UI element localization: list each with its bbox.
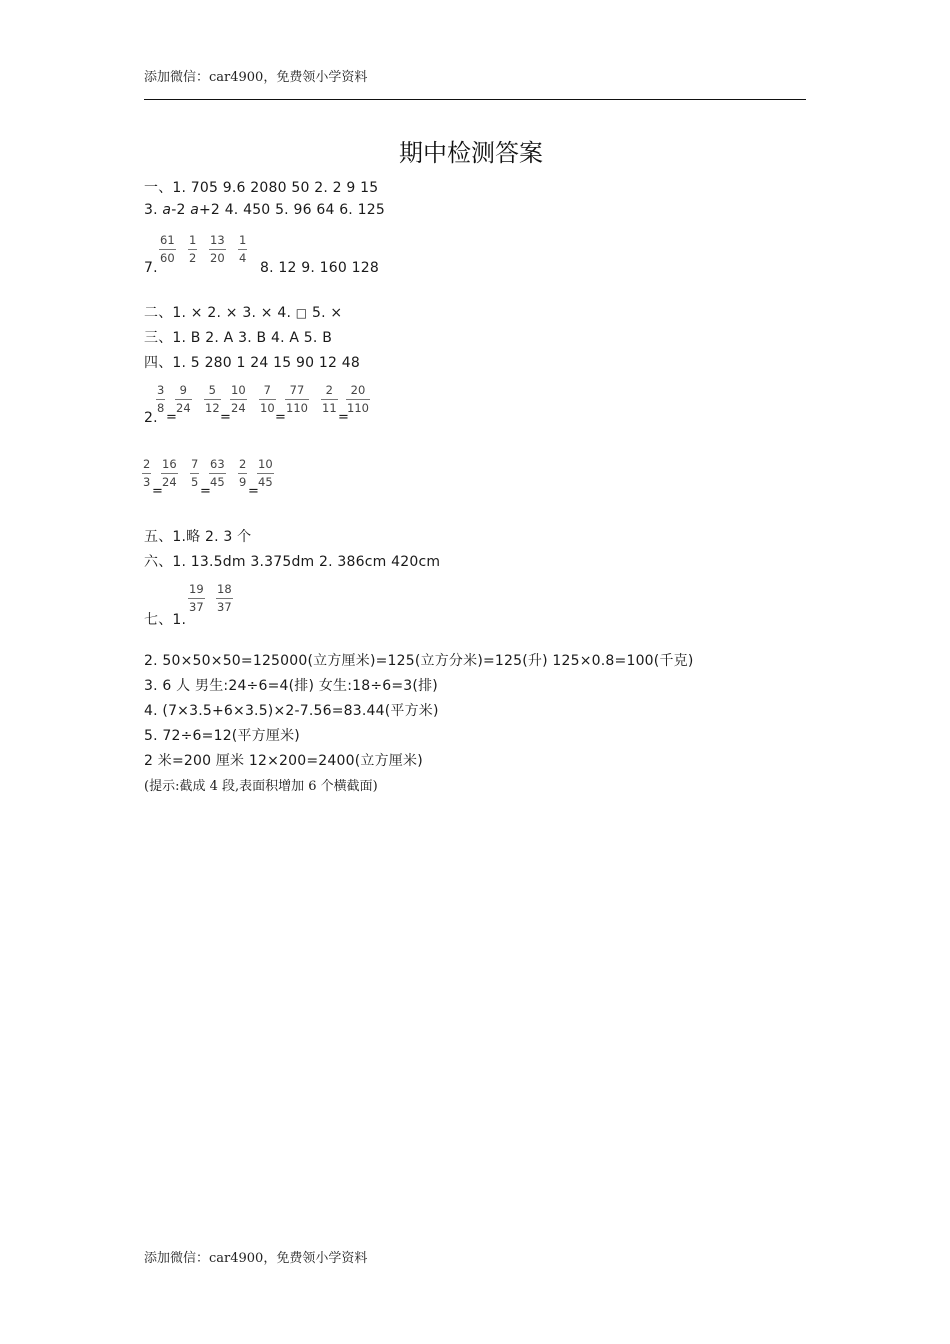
fraction [216, 582, 233, 614]
line2-post: +2 4. 450 5. 96 64 6. 125 [199, 202, 385, 218]
denominator: 24 [231, 401, 246, 415]
numerator: 77 [289, 383, 305, 397]
answer-line-4 [144, 302, 342, 322]
answer-line-12: 2. 50×50×50=125000(立方厘米)=125(立方分米)=125(升) 125×0.8=100(千克) [144, 653, 694, 669]
fraction [230, 383, 247, 415]
question-2-label: 2. [144, 410, 158, 426]
numerator: 16 [162, 457, 177, 471]
variable-a: a [190, 202, 199, 218]
line2-prefix: 3. [144, 202, 163, 218]
fraction [238, 457, 247, 489]
numerator: 19 [189, 582, 204, 596]
fraction [204, 383, 221, 415]
numerator: 10 [231, 383, 246, 397]
answer-line-3: 8. 12 9. 160 128 [260, 260, 379, 276]
equals-sign: = [152, 484, 163, 499]
numerator: 63 [210, 457, 225, 471]
denominator: 12 [205, 401, 220, 415]
denominator: 60 [160, 251, 175, 265]
answer-line-1: 一、1. 705 9.6 2080 50 2. 2 9 15 [144, 180, 379, 196]
numerator: 61 [160, 233, 175, 247]
denominator: 5 [191, 475, 199, 489]
denominator: 110 [286, 401, 308, 415]
volume-3: 2. 386cm [314, 554, 387, 570]
denominator: 45 [258, 475, 273, 489]
fraction [259, 383, 276, 415]
denominator: 20 [210, 251, 225, 265]
numerator: 18 [217, 582, 232, 596]
page-footer: 添加微信：car4900，免费领小学资料 [144, 1251, 368, 1266]
page-header: 添加微信：car4900，免费领小学资料 [144, 70, 368, 85]
fraction [285, 383, 309, 415]
fraction [161, 457, 178, 489]
fraction [188, 233, 197, 265]
denominator: 110 [347, 401, 369, 415]
numerator: 5 [208, 383, 216, 397]
variable-a: a [162, 202, 172, 218]
volume-4: 420cm [386, 554, 441, 570]
answer-line-2 [144, 202, 385, 218]
numerator: 3 [157, 383, 165, 397]
question-7-label: 7. [144, 260, 158, 276]
fraction [188, 582, 205, 614]
numerator: 20 [350, 383, 366, 397]
denominator: 9 [239, 475, 247, 489]
header-divider [144, 99, 806, 100]
answer-line-14: 4. (7×3.5+6×3.5)×2-7.56=83.44(平方米) [144, 703, 439, 719]
answer-line-11: 七、1. [144, 612, 187, 628]
fraction [142, 457, 151, 489]
fraction [190, 457, 199, 489]
numerator: 1 [189, 233, 197, 247]
answer-line-6: 四、1. 5 280 1 24 15 90 12 48 [144, 355, 360, 371]
equals-sign: = [220, 410, 231, 425]
answer-line-9: 五、1.略 2. 3 个 [144, 529, 252, 545]
fraction [321, 383, 338, 415]
line2-mid: -2 [171, 202, 191, 218]
missing-glyph-box: □ [295, 306, 308, 320]
answer-line-13: 3. 6 人 男生:24÷6=4(排) 女生:18÷6=3(排) [144, 678, 438, 694]
answer-line-10 [144, 551, 440, 571]
fraction [175, 383, 192, 415]
equals-sign: = [338, 410, 349, 425]
answer-line-16: 2 米=200 厘米 12×200=2400(立方厘米) [144, 753, 423, 769]
fraction [159, 233, 176, 265]
denominator: 10 [260, 401, 275, 415]
numerator: 2 [143, 457, 151, 471]
fraction [209, 457, 226, 489]
line4-text: 二、1. × 2. × 3. × 4. [144, 305, 296, 321]
numerator: 7 [191, 457, 199, 471]
fraction [346, 383, 370, 415]
equals-sign: = [200, 484, 211, 499]
answer-line-15: 5. 72÷6=12(平方厘米) [144, 728, 300, 744]
denominator: 11 [322, 401, 337, 415]
denominator: 37 [189, 600, 204, 614]
numerator: 10 [258, 457, 273, 471]
volume-2: 3.375dm [245, 554, 315, 570]
equals-sign: = [166, 410, 177, 425]
answer-line-5: 三、1. B 2. A 3. B 4. A 5. B [144, 330, 333, 346]
denominator: 37 [217, 600, 232, 614]
numerator: 13 [210, 233, 225, 247]
denominator: 45 [210, 475, 225, 489]
line4-end: 5. × [307, 305, 343, 321]
numerator: 7 [263, 383, 271, 397]
volume-1: 六、1. 13.5dm [144, 554, 246, 570]
equals-sign: = [275, 410, 286, 425]
numerator: 2 [239, 457, 247, 471]
denominator: 2 [189, 251, 197, 265]
numerator: 1 [239, 233, 247, 247]
numerator: 9 [179, 383, 187, 397]
denominator: 24 [162, 475, 177, 489]
numerator: 2 [325, 383, 333, 397]
fraction [238, 233, 247, 265]
answer-line-17: (提示:截成 4 段,表面积增加 6 个横截面) [144, 779, 378, 794]
fraction [209, 233, 226, 265]
equals-sign: = [248, 484, 259, 499]
denominator: 8 [157, 401, 165, 415]
fraction [257, 457, 274, 489]
page-title: 期中检测答案 [399, 139, 543, 167]
denominator: 3 [143, 475, 151, 489]
denominator: 24 [176, 401, 191, 415]
denominator: 4 [239, 251, 247, 265]
